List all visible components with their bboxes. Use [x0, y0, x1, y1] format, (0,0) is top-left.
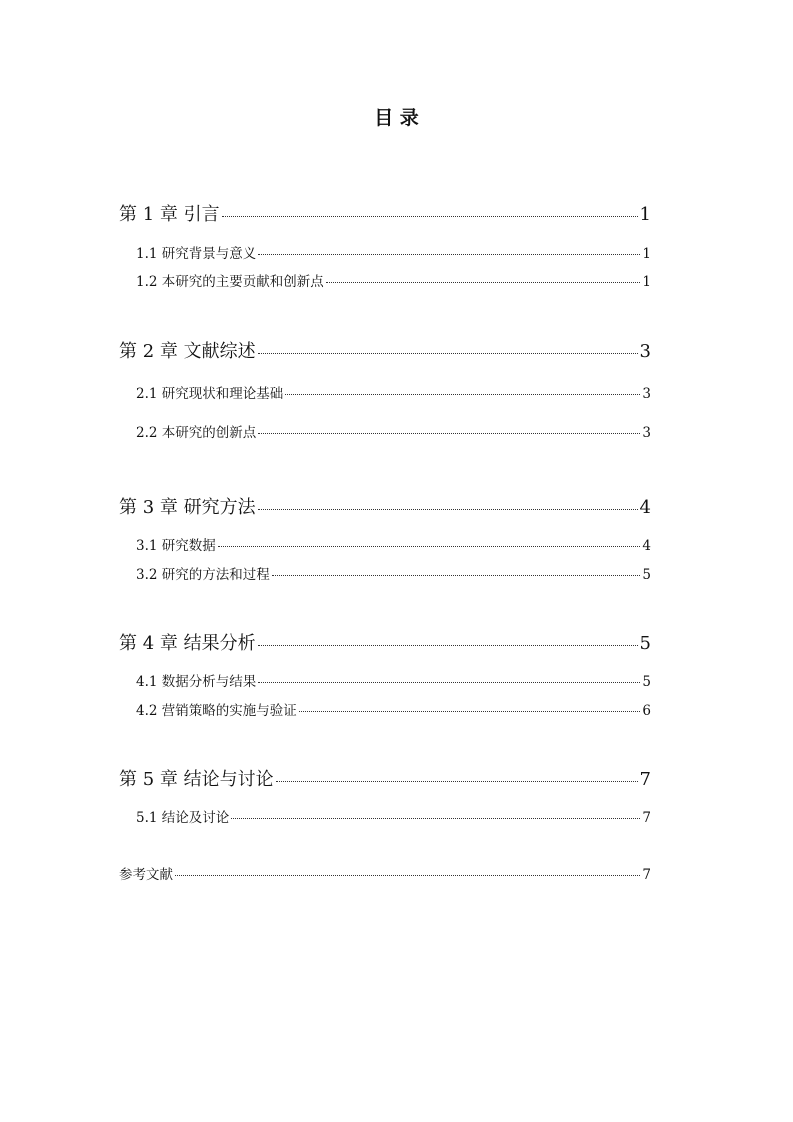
toc-entry-label: 2.1 研究现状和理论基础	[136, 386, 284, 402]
toc-page-number: 1	[642, 246, 651, 262]
toc-entry-label: 1.2 本研究的主要贡献和创新点	[136, 274, 324, 290]
toc-entry-label: 第 1 章 引言	[119, 204, 220, 225]
toc-entry-label: 第 4 章 结果分析	[119, 633, 256, 654]
toc-entry-label: 4.1 数据分析与结果	[136, 674, 257, 690]
toc-entry-label: 参考文献	[119, 867, 173, 883]
toc-page-number: 3	[642, 425, 651, 441]
dot-leader	[326, 282, 641, 283]
dot-leader	[258, 509, 638, 510]
toc-entry-label: 1.1 研究背景与意义	[136, 246, 257, 262]
toc-page-number: 3	[639, 341, 651, 362]
toc-entry-chapter-2[interactable]	[119, 337, 651, 363]
toc-entry-chapter-3[interactable]	[119, 493, 651, 519]
toc-entry-label: 第 5 章 结论与讨论	[119, 769, 274, 790]
toc-page-number: 3	[642, 386, 651, 402]
dot-leader	[231, 818, 640, 819]
toc-page-number: 5	[642, 567, 651, 583]
toc-entry-label: 5.1 结论及讨论	[136, 810, 230, 826]
dot-leader	[258, 682, 640, 683]
toc-page-number: 5	[642, 674, 651, 690]
toc-entry-section-5-1[interactable]	[136, 806, 651, 826]
toc-page-number: 7	[642, 867, 651, 883]
dot-leader	[258, 433, 640, 434]
dot-leader	[258, 645, 638, 646]
dot-leader	[272, 575, 641, 576]
dot-leader	[258, 254, 640, 255]
toc-entry-section-2-1[interactable]	[136, 382, 651, 402]
toc-page-number: 1	[639, 204, 651, 225]
toc-entry-section-3-2[interactable]	[136, 563, 651, 583]
toc-page-number: 5	[639, 633, 651, 654]
toc-entry-label: 3.1 研究数据	[136, 538, 216, 554]
toc-entry-label: 2.2 本研究的创新点	[136, 425, 257, 441]
toc-entry-label: 3.2 研究的方法和过程	[136, 567, 270, 583]
toc-entry-section-4-1[interactable]	[136, 670, 651, 690]
toc-entry-chapter-1[interactable]	[119, 200, 651, 226]
dot-leader	[285, 394, 640, 395]
dot-leader	[218, 546, 641, 547]
toc-page-number: 7	[639, 769, 651, 790]
toc-entry-section-1-1[interactable]	[136, 242, 651, 262]
dot-leader	[175, 875, 640, 876]
toc-page-number: 6	[642, 703, 651, 719]
toc-entry-label: 4.2 营销策略的实施与验证	[136, 703, 297, 719]
dot-leader	[222, 216, 638, 217]
toc-entry-section-4-2[interactable]	[136, 699, 651, 719]
toc-entry-section-2-2[interactable]	[136, 421, 651, 441]
page-title: 目 录	[374, 107, 419, 129]
toc-page-number: 4	[642, 538, 651, 554]
toc-entry-references[interactable]	[119, 863, 651, 883]
toc-entry-label: 第 2 章 文献综述	[119, 341, 256, 362]
dot-leader	[299, 711, 641, 712]
toc-entry-label: 第 3 章 研究方法	[119, 497, 256, 518]
toc-entry-section-3-1[interactable]	[136, 534, 651, 554]
toc-page-number: 1	[642, 274, 651, 290]
toc-entry-section-1-2[interactable]	[136, 270, 651, 290]
toc-page-number: 7	[642, 810, 651, 826]
toc-page-number: 4	[639, 497, 651, 518]
dot-leader	[258, 353, 638, 354]
dot-leader	[276, 781, 638, 782]
toc-entry-chapter-5[interactable]	[119, 765, 651, 791]
toc-entry-chapter-4[interactable]	[119, 629, 651, 655]
